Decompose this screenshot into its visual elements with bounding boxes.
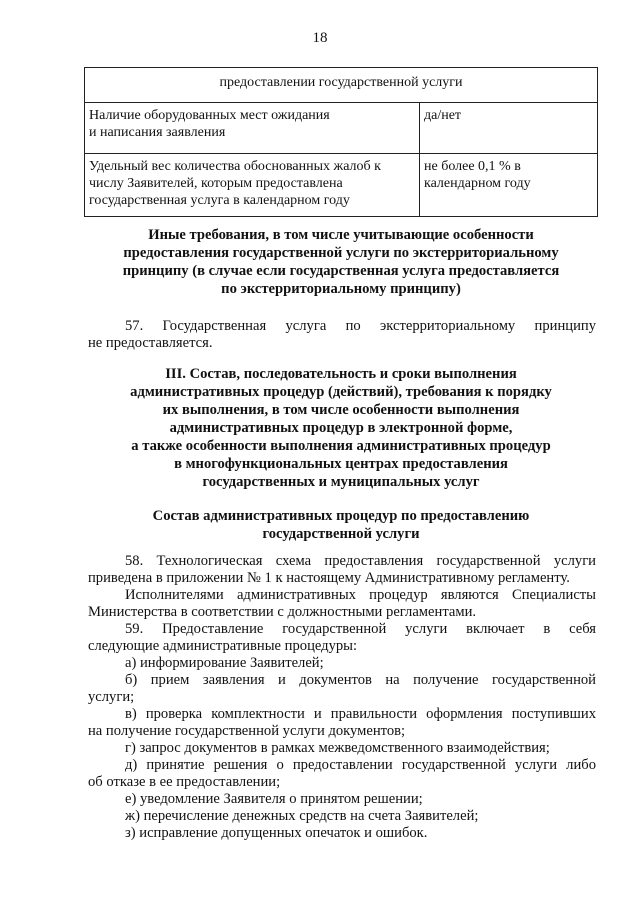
paragraph-57 [88,318,596,352]
table-row [85,154,598,217]
table-cell-name [85,103,420,154]
heading-line: государственной услуги [262,526,420,542]
heading-line: административных процедур (действий), требования к порядку [130,384,552,400]
heading-line: Состав административных процедур по предоставлению [152,508,530,524]
table-header-cell: предоставлении государственной услуги [85,68,598,103]
paragraph-line: следующие административные процедуры: [88,638,358,654]
heading-line: государственных и муниципальных услуг [202,474,480,490]
table-header-row [85,68,598,103]
paragraph-line: приведена в приложении № 1 к настоящему Административному регламенту. [88,570,570,586]
heading-line: а также особенности выполнения административных процедур [131,438,551,454]
paragraph-line: не предоставляется. [88,335,213,351]
paragraph-line: услуги; [88,689,135,705]
procedures-body-text [88,553,596,842]
table-cell-name [85,154,420,217]
service-quality-table [84,67,598,217]
heading-line: административных процедур в электронной форме, [169,420,513,436]
cell-text: Удельный вес количества обоснованных жалоб к [89,159,381,174]
cell-text: и написания заявления [89,125,226,140]
paragraph-line: в) проверка комплектности и правильности оформления поступивших [125,706,596,722]
heading-line: III. Состав, последовательность и сроки выполнения [165,366,517,382]
table-cell-value [420,154,598,217]
paragraph-line: 58. Технологическая схема предоставления государственной услуги [125,553,596,569]
table-cell-value [420,103,598,154]
paragraph-line: г) запрос документов в рамках межведомственного взаимодействия; [125,740,550,756]
paragraph-line: д) принятие решения о предоставлении государственной услуги либо [125,757,596,773]
paragraph-line: об отказе в ее предоставлении; [88,774,281,790]
heading-line: в многофункциональных центрах предоставления [174,456,508,472]
paragraph-line: 59. Предоставление государственной услуги включает в себя [125,621,596,637]
cell-text: да/нет [424,108,462,123]
section-heading-III [84,365,598,491]
paragraph-line: на получение государственной услуги документов; [88,723,406,739]
section-heading-extraterritorial [84,226,598,298]
paragraph-line: Исполнителями административных процедур являются Специалисты [125,587,596,603]
cell-text: Наличие оборудованных мест ожидания [89,108,330,123]
cell-text: государственная услуга в календарном году [89,193,350,208]
paragraph-line: е) уведомление Заявителя о принятом решении; [125,791,423,807]
cell-text: календарном году [424,176,531,191]
table-row [85,103,598,154]
heading-line: по экстерриториальному принципу) [221,281,461,297]
paragraph-line: Министерства в соответствии с должностными регламентами. [88,604,477,620]
paragraph-line: б) прием заявления и документов на получение государственной [125,672,596,688]
paragraph-line: 57. Государственная услуга по экстерриториальному принципу [125,318,596,334]
heading-line: Иные требования, в том числе учитывающие особенности [148,227,534,243]
heading-line: предоставления государственной услуги по экстерриториальному [123,245,559,261]
cell-text: числу Заявителей, которым предоставлена [89,176,343,191]
heading-line: принципу (в случае если государственная услуга предоставляется [122,263,560,279]
cell-text: не более 0,1 % в [424,159,521,174]
section-heading-procedures [84,507,598,543]
paragraph-line: з) исправление допущенных опечаток и ошибок. [125,825,428,841]
heading-line: их выполнения, в том числе особенности выполнения [162,402,520,418]
page-number: 18 [312,30,328,46]
paragraph-line: ж) перечисление денежных средств на счета Заявителей; [125,808,479,824]
paragraph-line: а) информирование Заявителей; [125,655,324,671]
